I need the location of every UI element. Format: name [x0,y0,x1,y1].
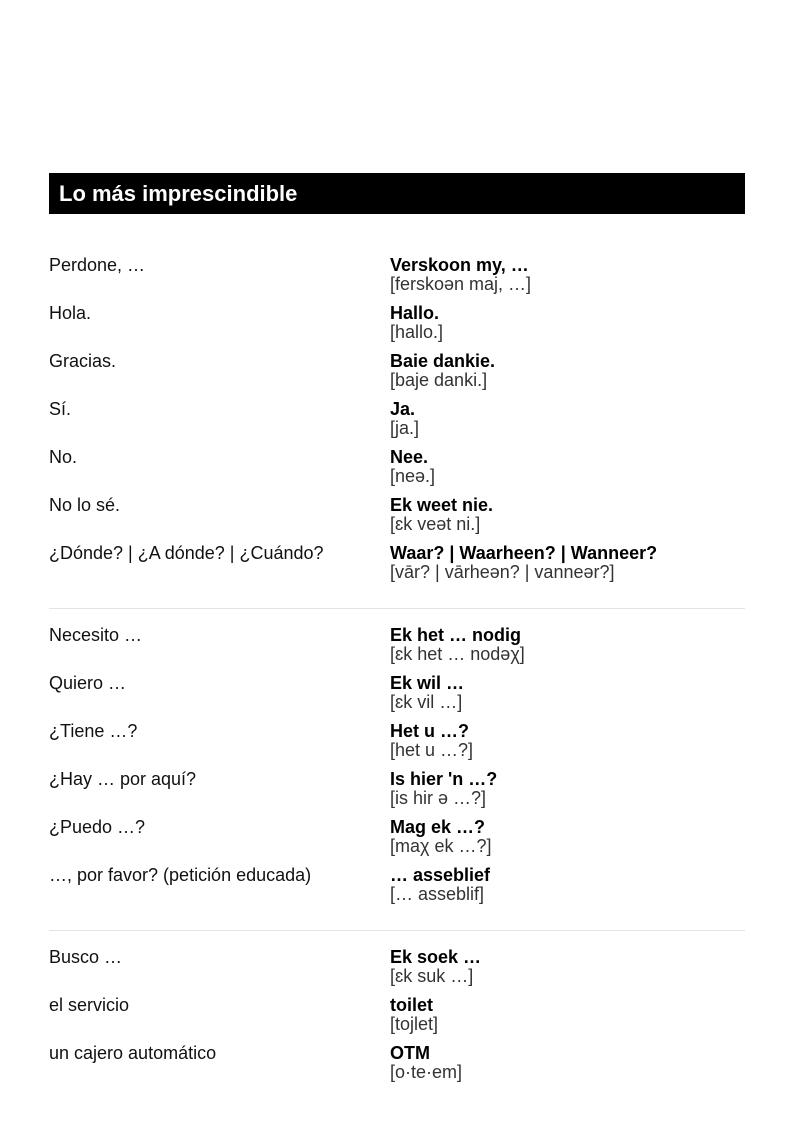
translation [390,447,745,495]
phrase-row [49,673,745,721]
pronunciation: [neə.] [390,466,436,486]
spanish-phrase: Gracias. [49,351,117,371]
translation [390,673,745,721]
spanish-phrase: ¿Dónde? | ¿A dónde? | ¿Cuándo? [49,543,324,563]
spanish-phrase: …, por favor? (petición educada) [49,865,312,885]
phrase-row [49,947,745,995]
section-title: Lo más imprescindible [59,180,298,206]
afrikaans-phrase: Ja. [390,399,416,419]
translation [390,865,745,913]
pronunciation: [maχ ek …?] [390,836,492,856]
pronunciation: [hallo.] [390,322,444,342]
phrase-row [49,351,745,399]
section-header [49,173,745,214]
phrase-row [49,625,745,673]
afrikaans-phrase: Verskoon my, … [390,255,529,275]
pronunciation: [ɛk het … nodəχ] [390,644,525,664]
pronunciation: [o·te·em] [390,1062,463,1082]
spanish-phrase: el servicio [49,995,130,1015]
translation [390,769,745,817]
spanish-phrase: un cajero automático [49,1043,217,1063]
afrikaans-phrase: Waar? | Waarheen? | Wanneer? [390,543,658,563]
pronunciation: [ɛk vil …] [390,692,463,712]
afrikaans-phrase: Nee. [390,447,429,467]
translation [390,1043,745,1091]
pronunciation: [… asseblif] [390,884,485,904]
afrikaans-phrase: … asseblief [390,865,491,885]
spanish-phrase: ¿Hay … por aquí? [49,769,197,789]
spanish-phrase: Sí. [49,399,72,419]
translation [390,947,745,995]
pronunciation: [ɛk veət ni.] [390,514,481,534]
phrase-row [49,721,745,769]
pronunciation: [ja.] [390,418,420,438]
pronunciation: [ɛk suk …] [390,966,474,986]
phrase-row [49,1043,745,1091]
pronunciation: [vār? | vārheən? | vanneər?] [390,562,615,582]
phrase-group-basics [49,255,745,609]
pronunciation: [baje danki.] [390,370,488,390]
spanish-phrase: No. [49,447,78,467]
phrase-group-places [49,947,745,1108]
afrikaans-phrase: Ek weet nie. [390,495,494,515]
translation [390,721,745,769]
translation [390,255,745,303]
pronunciation: [ferskoən maj, …] [390,274,532,294]
spanish-phrase: Hola. [49,303,92,323]
spanish-phrase: Busco … [49,947,123,967]
afrikaans-phrase: Baie dankie. [390,351,496,371]
translation [390,303,745,351]
phrase-row [49,865,745,913]
spanish-phrase: Quiero … [49,673,127,693]
phrase-row [49,769,745,817]
phrase-row [49,543,745,591]
translation [390,399,745,447]
pronunciation: [het u …?] [390,740,474,760]
phrase-list [49,255,745,1124]
afrikaans-phrase: toilet [390,995,433,1015]
translation [390,351,745,399]
afrikaans-phrase: Is hier 'n …? [390,769,498,789]
afrikaans-phrase: Mag ek …? [390,817,486,837]
afrikaans-phrase: OTM [390,1043,430,1063]
translation [390,995,745,1043]
afrikaans-phrase: Ek soek … [390,947,482,967]
spanish-phrase: Necesito … [49,625,143,645]
pronunciation: [tojlet] [390,1014,439,1034]
afrikaans-phrase: Ek wil … [390,673,465,693]
phrase-row [49,447,745,495]
afrikaans-phrase: Ek het … nodig [390,625,522,645]
phrase-row [49,495,745,543]
phrase-row [49,303,745,351]
phrase-group-requests [49,625,745,931]
translation [390,543,745,591]
translation [390,625,745,673]
phrase-row [49,255,745,303]
spanish-phrase: Perdone, … [49,255,146,275]
afrikaans-phrase: Het u …? [390,721,469,741]
afrikaans-phrase: Hallo. [390,303,440,323]
translation [390,817,745,865]
phrase-row [49,399,745,447]
spanish-phrase: ¿Puedo …? [49,817,146,837]
phrase-row [49,817,745,865]
spanish-phrase: ¿Tiene …? [49,721,138,741]
spanish-phrase: No lo sé. [49,495,121,515]
pronunciation: [is hir ə …?] [390,788,487,808]
translation [390,495,745,543]
phrase-row [49,995,745,1043]
